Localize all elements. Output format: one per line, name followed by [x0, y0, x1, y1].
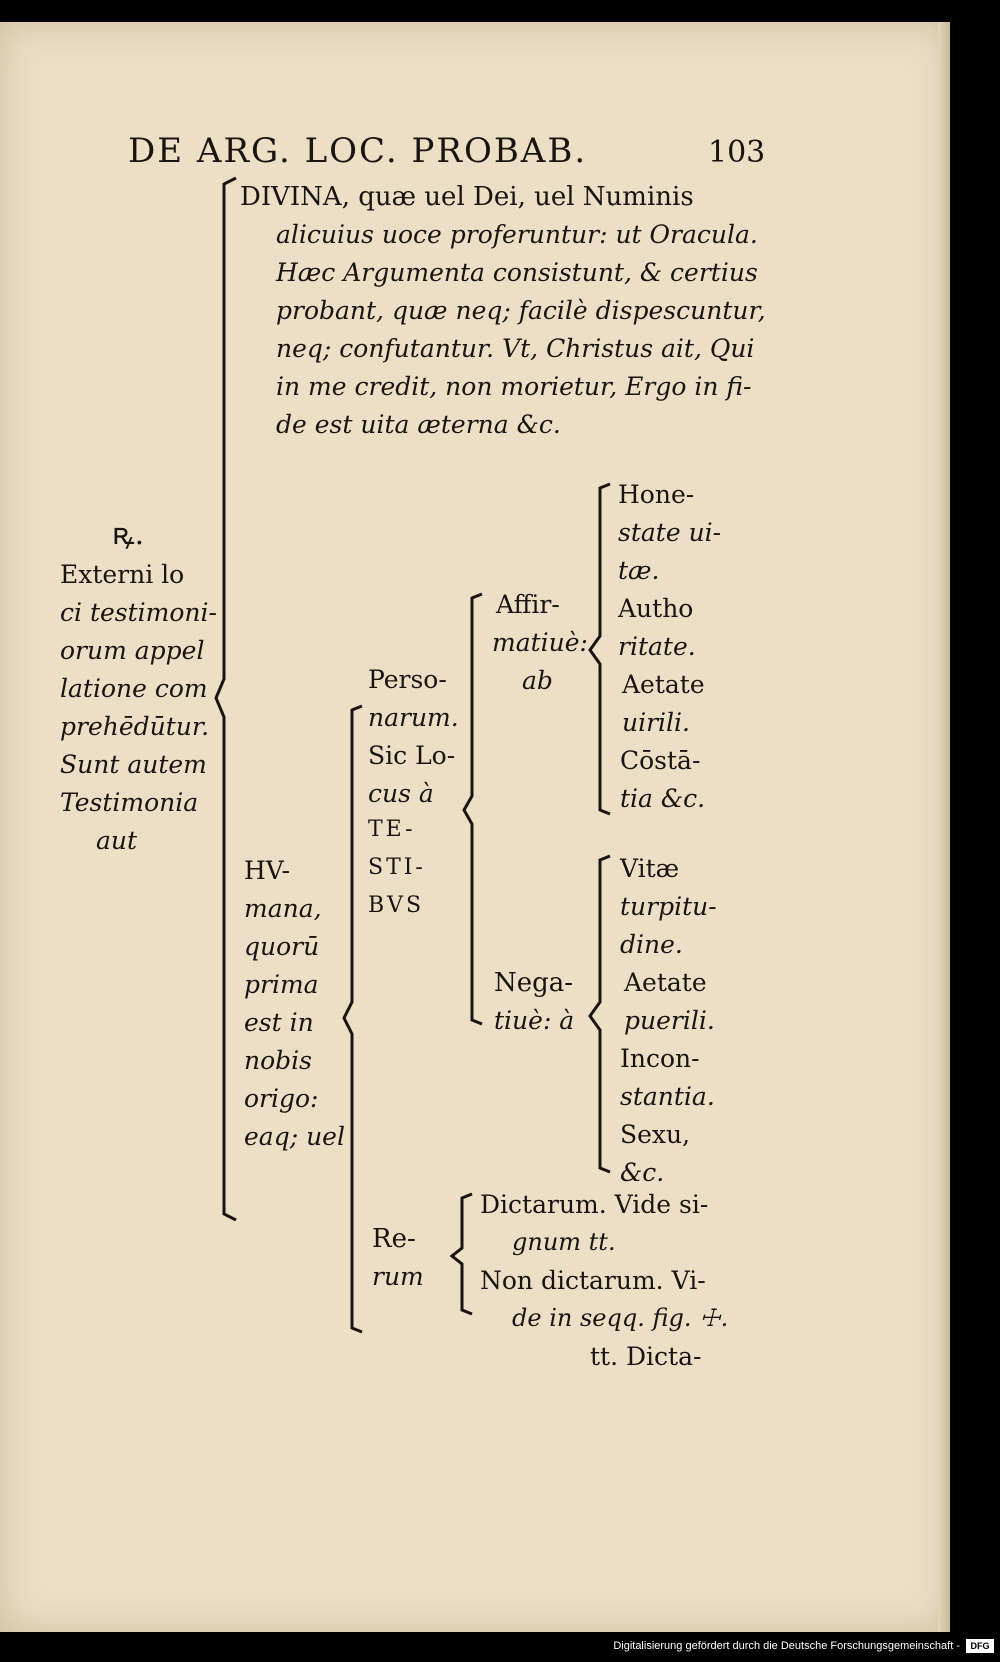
personarum-line: Sic Lo-: [368, 741, 456, 770]
humana-line: mana,: [244, 894, 322, 923]
page-number: 103: [708, 135, 766, 170]
neg-item-line: stantia.: [620, 1082, 715, 1111]
negatiue-brace: [588, 852, 618, 1178]
rerum-item-line: Dictarum. Vide si-: [480, 1190, 709, 1219]
affirm-item-line: Hone-: [618, 480, 695, 509]
humana-line: est in: [244, 1008, 314, 1037]
neg-item-line: Aetate: [624, 968, 707, 997]
humana-line: quorū: [244, 932, 320, 961]
footer-credit: Digitalisierung gefördert durch die Deutsche Forschungsgemeinschaft -: [613, 1640, 960, 1652]
affirm-item-line: Aetate: [622, 670, 705, 699]
humana-brace: [342, 702, 370, 1337]
affirm-item-line: uirili.: [622, 708, 690, 737]
personarum-line: cus à: [368, 779, 434, 808]
neg-item-line: Incon-: [620, 1044, 700, 1073]
rerum-line: Re-: [372, 1224, 416, 1254]
affirm-item-line: Cōstā-: [620, 746, 701, 775]
humana-line: HV-: [244, 856, 291, 885]
margin-line: orum appel: [60, 636, 205, 665]
rerum-item-line: Non dictarum. Vi-: [480, 1266, 706, 1295]
section-symbol: ꝶ.: [112, 517, 145, 552]
main-brace: [214, 174, 244, 1224]
divina-line: de est uita æterna &c.: [276, 410, 561, 439]
divina-line: in me credit, non morietur, Ergo in fi-: [276, 372, 752, 401]
humana-line: eaq; uel: [244, 1122, 345, 1151]
affirm-item-line: Autho: [618, 594, 694, 623]
negatiue-line: tiuè: à: [494, 1006, 575, 1035]
humana-line: nobis: [244, 1046, 312, 1075]
personarum-brace: [462, 590, 490, 1030]
dfg-logo: DFG: [966, 1639, 994, 1653]
affirm-item-line: ritate.: [618, 632, 696, 661]
personarum-line: STI-: [368, 855, 426, 880]
neg-item-line: puerili.: [624, 1006, 715, 1035]
margin-line: aut: [96, 826, 138, 855]
margin-line: Testimonia: [60, 788, 199, 817]
personarum-line: TE-: [368, 817, 416, 842]
negatiue-line: Nega-: [494, 968, 574, 998]
margin-line: Sunt autem: [60, 750, 207, 779]
humana-line: origo:: [244, 1084, 319, 1113]
rerum-item-line: de in seqq. fig. ☩.: [512, 1304, 729, 1332]
personarum-line: Perso-: [368, 665, 447, 694]
rerum-brace: [450, 1190, 480, 1320]
affirmatiue-brace: [588, 480, 618, 820]
margin-line: Externi lo: [60, 560, 185, 589]
affirm-item-line: tia &c.: [620, 784, 706, 813]
affirmatiue-line: ab: [522, 666, 553, 695]
footer-bar: [0, 1632, 1000, 1662]
divina-line: Hæc Argumenta consistunt, & certius: [276, 258, 758, 287]
running-title: DE ARG. LOC. PROBAB.: [128, 131, 588, 171]
neg-item-line: dine.: [620, 930, 683, 959]
margin-line: latione com: [60, 674, 208, 703]
rerum-line: rum: [372, 1262, 424, 1291]
divina-line: probant, quæ neq; facilè dispescuntur,: [276, 296, 766, 325]
divina-line: DIVINA, quæ uel Dei, uel Numinis: [240, 182, 694, 212]
neg-item-line: &c.: [620, 1158, 665, 1187]
rerum-item-line: tt. Dicta-: [590, 1342, 702, 1371]
neg-item-line: Sexu,: [620, 1120, 691, 1149]
humana-line: prima: [244, 970, 319, 999]
book-page: [0, 22, 950, 1632]
margin-line: prehēdūtur.: [60, 712, 210, 741]
divina-line: neq; confutantur. Vt, Christus ait, Qui: [276, 334, 755, 363]
personarum-line: narum.: [368, 703, 459, 732]
affirm-item-line: tæ.: [618, 556, 660, 585]
affirm-item-line: state ui-: [618, 518, 722, 547]
rerum-item-line: gnum tt.: [512, 1228, 616, 1256]
divina-line: alicuius uoce proferuntur: ut Oracula.: [276, 220, 758, 249]
neg-item-line: Vitæ: [620, 854, 680, 883]
margin-line: ci testimoni-: [60, 598, 217, 627]
affirmatiue-line: matiuè:: [492, 628, 588, 657]
neg-item-line: turpitu-: [620, 892, 717, 921]
personarum-line: BVS: [368, 893, 425, 918]
affirmatiue-line: Affir-: [496, 590, 560, 619]
